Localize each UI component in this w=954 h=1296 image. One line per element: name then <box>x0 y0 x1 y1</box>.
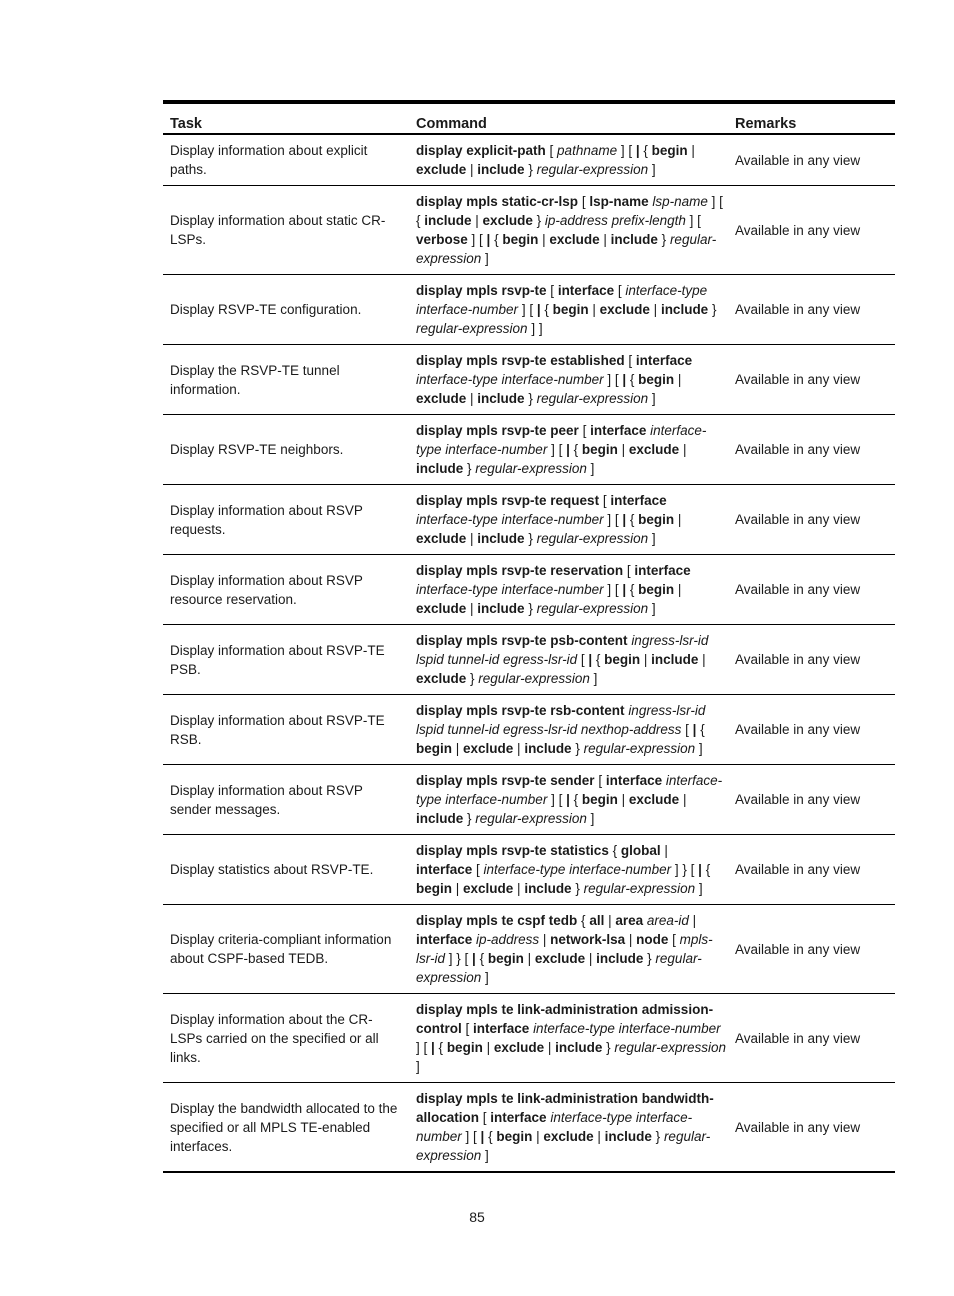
command-keyword: begin <box>604 652 641 667</box>
command-keyword: include <box>416 461 464 476</box>
command-keyword: network-lsa <box>550 932 626 947</box>
remarks-cell: Available in any view <box>735 512 861 527</box>
command-keyword: display mpls rsvp-te sender <box>416 773 595 788</box>
command-syntax: } <box>643 951 656 966</box>
command-syntax: } <box>651 1129 664 1144</box>
command-syntax: [ <box>578 423 591 438</box>
command-keyword: display explicit-path <box>416 143 546 158</box>
command-keyword: node <box>636 932 669 947</box>
command-cell <box>409 134 728 186</box>
command-keyword: display mpls te cspf tedb <box>416 913 578 928</box>
command-syntax: ] [ <box>603 372 623 387</box>
command-argument: regular-expression <box>416 1129 711 1163</box>
command-syntax: | <box>679 442 687 457</box>
task-cell: Display information about explicit paths. <box>170 143 368 177</box>
command-keyword: begin <box>496 1129 533 1144</box>
command-argument: lsp-name <box>652 194 708 209</box>
task-cell: Display statistics about RSVP-TE. <box>170 862 374 877</box>
command-keyword: exclude <box>549 232 600 247</box>
command-syntax: { <box>639 143 652 158</box>
command-keyword: exclude <box>493 1040 545 1055</box>
command-argument: regular-expression <box>416 321 528 336</box>
command-keyword: begin <box>416 881 452 896</box>
remarks-cell: Available in any view <box>735 862 861 877</box>
task-cell: Display the RSVP-TE tunnel information. <box>170 362 340 397</box>
command-syntax: { <box>484 1129 497 1144</box>
command-syntax: | <box>538 232 550 247</box>
command-keyword: | <box>486 232 491 247</box>
command-syntax: | <box>625 932 637 947</box>
command-keyword: display mpls static-cr-lsp <box>416 194 579 209</box>
command-syntax: [ <box>623 563 635 578</box>
table-row <box>163 275 895 345</box>
command-syntax: } <box>657 232 670 247</box>
remarks-cell: Available in any view <box>735 941 861 957</box>
command-syntax: | <box>466 601 478 616</box>
command-syntax: } <box>602 1040 615 1055</box>
table-row <box>163 345 895 415</box>
command-argument: interface-type interface-number <box>483 862 672 877</box>
command-keyword: display mpls rsvp-te peer <box>416 423 579 438</box>
command-syntax: } <box>524 391 537 406</box>
command-syntax: | <box>466 391 478 406</box>
command-keyword: interface <box>610 493 667 508</box>
remarks-cell: Available in any view <box>735 442 861 457</box>
command-keyword: exclude <box>463 741 514 756</box>
command-argument: mpls-lsr-id <box>416 932 713 966</box>
command-syntax: ] [ <box>461 1129 481 1144</box>
command-cell <box>409 1083 728 1173</box>
command-syntax: | <box>466 162 478 177</box>
command-keyword: include <box>610 232 658 247</box>
command-argument: pathname <box>557 143 618 158</box>
command-syntax: | <box>588 302 600 317</box>
command-cell <box>409 905 728 994</box>
command-keyword: interface <box>473 1021 530 1036</box>
header-command: Command <box>416 116 487 132</box>
command-keyword: exclude <box>599 302 650 317</box>
command-syntax: | <box>482 1040 494 1055</box>
command-argument: regular-expression <box>583 741 696 756</box>
command-keyword: begin <box>552 302 589 317</box>
command-argument: regular-expression <box>475 461 587 476</box>
command-keyword: | <box>480 1129 485 1144</box>
command-keyword: display mpls rsvp-te request <box>416 493 600 508</box>
command-keyword: include <box>651 652 699 667</box>
command-keyword: | <box>588 652 593 667</box>
command-syntax: [ <box>578 194 590 209</box>
command-keyword: global <box>620 843 661 858</box>
command-keyword: verbose <box>416 232 468 247</box>
command-table <box>163 100 895 1173</box>
task-cell: Display the bandwidth allocated to the specified or all MPLS TE-enabled interfaces. <box>170 1100 398 1154</box>
command-syntax: ] [ { <box>416 194 723 228</box>
command-syntax: { <box>701 862 711 877</box>
command-keyword: display mpls rsvp-te established <box>416 353 625 368</box>
command-syntax: { <box>434 1040 447 1055</box>
command-keyword: include <box>424 213 472 228</box>
command-keyword: begin <box>446 1040 483 1055</box>
command-argument: ingress-lsr-id lspid tunnel-id egress-lsr-id nexthop-address <box>416 703 706 737</box>
command-syntax: | <box>674 512 682 527</box>
command-syntax: ] [ <box>547 792 567 807</box>
command-syntax: { <box>540 302 553 317</box>
command-keyword: interface <box>490 1110 547 1125</box>
command-keyword: interface <box>416 932 473 947</box>
table-row <box>163 415 895 485</box>
task-cell: Display RSVP-TE neighbors. <box>170 442 344 457</box>
command-cell <box>409 275 728 345</box>
command-syntax: | <box>466 531 478 546</box>
command-keyword: | <box>635 143 640 158</box>
table-header-row <box>163 102 895 134</box>
command-syntax: { <box>569 792 582 807</box>
command-syntax: { <box>569 442 582 457</box>
command-syntax: [ <box>472 862 484 877</box>
task-cell: Display information about RSVP-TE PSB. <box>170 642 385 677</box>
command-syntax: ] <box>648 531 656 546</box>
command-keyword: | <box>622 372 627 387</box>
table-row <box>163 186 895 275</box>
table-row <box>163 905 895 994</box>
header-task: Task <box>170 116 202 132</box>
table-row <box>163 695 895 765</box>
command-syntax: [ <box>545 143 558 158</box>
command-keyword: exclude <box>482 213 533 228</box>
task-cell: Display criteria-compliant information about CSPF-based TEDB. <box>170 932 392 966</box>
remarks-cell: Available in any view <box>735 792 861 807</box>
command-keyword: begin <box>638 582 675 597</box>
command-cell <box>409 555 728 625</box>
command-cell <box>409 485 728 555</box>
command-syntax: ] } [ <box>445 951 473 966</box>
command-argument: regular-expression <box>475 811 587 826</box>
command-syntax: { <box>475 951 488 966</box>
command-syntax: } <box>466 671 479 686</box>
command-syntax: | <box>452 881 464 896</box>
command-syntax: ] <box>481 970 489 985</box>
command-syntax: | <box>532 1129 544 1144</box>
command-keyword: interface <box>557 283 615 298</box>
command-syntax: ] [ <box>603 582 623 597</box>
header-remarks: Remarks <box>735 116 797 132</box>
table-row <box>163 555 895 625</box>
command-keyword: | <box>566 792 570 807</box>
command-syntax: ] ] <box>527 321 543 336</box>
command-argument: interface-type interface-number <box>416 512 604 527</box>
command-syntax: | <box>513 741 525 756</box>
command-argument: interface-type interface-number <box>416 372 604 387</box>
task-cell: Display information about static CR-LSPs. <box>170 213 386 247</box>
command-keyword: include <box>596 951 644 966</box>
command-keyword: interface <box>634 563 691 578</box>
remarks-cell: Available in any view <box>735 152 861 168</box>
task-cell: Display information about RSVP requests. <box>170 502 363 537</box>
command-keyword: display mpls rsvp-te reservation <box>416 563 624 578</box>
command-cell <box>409 345 728 415</box>
command-syntax: [ <box>577 652 589 667</box>
command-syntax: ] <box>481 251 489 266</box>
command-keyword: include <box>477 162 525 177</box>
command-keyword: | <box>536 302 541 317</box>
table-row <box>163 765 895 835</box>
command-keyword: include <box>604 1129 652 1144</box>
command-syntax: { <box>577 913 590 928</box>
command-syntax: | <box>617 792 629 807</box>
command-syntax: { <box>626 372 639 387</box>
command-keyword: exclude <box>416 531 467 546</box>
command-syntax: [ <box>461 1021 474 1036</box>
command-syntax: [ <box>599 493 611 508</box>
command-syntax: ] <box>648 601 656 616</box>
command-argument: regular-expression <box>536 601 649 616</box>
command-syntax: ] } [ <box>671 862 699 877</box>
command-syntax: [ <box>681 722 693 737</box>
command-syntax: { <box>696 722 705 737</box>
command-keyword: interface <box>635 353 693 368</box>
remarks-cell: Available in any view <box>735 652 861 667</box>
command-syntax: | <box>617 442 629 457</box>
command-syntax: ] <box>481 1148 489 1163</box>
command-keyword: include <box>524 881 572 896</box>
command-syntax: ] <box>648 162 656 177</box>
remarks-cell: Available in any view <box>735 222 861 238</box>
command-syntax: | <box>698 652 706 667</box>
command-syntax: { <box>626 512 639 527</box>
command-syntax: { <box>592 652 605 667</box>
command-cell <box>409 625 728 695</box>
command-keyword: include <box>416 811 464 826</box>
command-keyword: display mpls te link-administration bandwidth-allocation <box>416 1091 714 1125</box>
command-syntax: [ <box>614 283 626 298</box>
command-cell <box>409 415 728 485</box>
command-syntax: ] [ <box>603 512 623 527</box>
command-keyword: display mpls rsvp-te <box>416 283 547 298</box>
command-argument: interface-type interface-number <box>416 1110 693 1144</box>
command-syntax: ] <box>648 391 656 406</box>
command-syntax: } <box>463 811 476 826</box>
command-keyword: | <box>566 442 570 457</box>
command-syntax: | <box>471 213 483 228</box>
command-syntax: | <box>599 232 611 247</box>
command-syntax: } <box>571 741 584 756</box>
remarks-cell: Available in any view <box>735 302 861 317</box>
remarks-cell: Available in any view <box>735 582 861 597</box>
command-argument: regular-expression <box>614 1040 726 1055</box>
remarks-cell: Available in any view <box>735 1030 861 1046</box>
task-cell: Display information about RSVP sender messages. <box>170 782 363 817</box>
command-keyword: interface <box>605 773 663 788</box>
command-syntax: } <box>524 601 537 616</box>
command-keyword: exclude <box>463 881 514 896</box>
command-argument: regular-expression <box>416 951 702 985</box>
command-syntax: { <box>490 232 503 247</box>
command-keyword: include <box>477 601 525 616</box>
command-syntax: | <box>674 582 682 597</box>
table-row <box>163 994 895 1083</box>
command-syntax: | <box>523 951 535 966</box>
command-syntax: ] [ <box>467 232 487 247</box>
task-cell: Display information about RSVP resource reservation. <box>170 572 363 607</box>
command-keyword: | <box>698 862 702 877</box>
command-argument: area-id <box>646 913 689 928</box>
command-keyword: begin <box>487 951 524 966</box>
command-syntax: } <box>532 213 545 228</box>
command-keyword: include <box>477 391 525 406</box>
command-argument: ip-address prefix-length <box>544 213 686 228</box>
command-argument: ip-address <box>476 932 540 947</box>
command-keyword: exclude <box>416 601 467 616</box>
command-syntax: ] [ <box>518 302 537 317</box>
command-syntax: | <box>688 913 697 928</box>
command-argument: regular-expression <box>583 881 696 896</box>
command-argument: interface-type interface-number <box>416 773 723 807</box>
command-syntax: ] [ <box>547 442 567 457</box>
command-syntax: | <box>452 741 464 756</box>
command-cell <box>409 186 728 275</box>
command-syntax: ] <box>586 811 595 826</box>
table-row <box>163 1083 895 1173</box>
command-syntax: | <box>539 932 551 947</box>
command-syntax: ] <box>586 461 595 476</box>
command-keyword: | <box>431 1040 435 1055</box>
command-keyword: begin <box>638 372 675 387</box>
task-cell: Display information about RSVP-TE RSB. <box>170 712 385 747</box>
command-keyword: display mpls rsvp-te psb-content <box>416 633 628 648</box>
command-keyword: begin <box>416 741 452 756</box>
command-syntax: } <box>524 531 537 546</box>
command-syntax: | <box>679 792 687 807</box>
command-keyword: interface <box>590 423 647 438</box>
command-keyword: begin <box>502 232 539 247</box>
command-keyword: exclude <box>534 951 586 966</box>
command-argument: interface-type interface-number <box>416 582 604 597</box>
command-argument: regular-expression <box>536 391 649 406</box>
command-syntax: | <box>593 1129 605 1144</box>
remarks-cell: Available in any view <box>735 722 861 737</box>
command-keyword: all <box>589 913 605 928</box>
command-argument: interface-type interface-number <box>416 283 708 317</box>
task-cell: Display RSVP-TE configuration. <box>170 302 362 317</box>
command-argument: regular-expression <box>536 162 649 177</box>
command-syntax: ] <box>695 741 703 756</box>
command-syntax: ] <box>695 881 703 896</box>
command-syntax: ] [ <box>617 143 636 158</box>
command-syntax: } <box>571 881 584 896</box>
command-keyword: exclude <box>628 442 680 457</box>
command-keyword: interface <box>416 862 473 877</box>
command-syntax: | <box>604 913 616 928</box>
command-keyword: exclude <box>416 162 467 177</box>
command-syntax: } <box>708 302 717 317</box>
command-syntax: | <box>660 843 668 858</box>
command-argument: regular-expression <box>478 671 590 686</box>
command-keyword: begin <box>581 442 618 457</box>
command-syntax: | <box>649 302 661 317</box>
command-syntax: } <box>463 461 476 476</box>
command-keyword: exclude <box>416 391 467 406</box>
command-cell <box>409 695 728 765</box>
command-keyword: include <box>524 741 572 756</box>
command-syntax: [ <box>479 1110 491 1125</box>
command-keyword: display mpls rsvp-te statistics <box>416 843 609 858</box>
command-syntax: [ <box>594 773 606 788</box>
command-syntax: { <box>626 582 639 597</box>
command-keyword: include <box>477 531 525 546</box>
command-syntax: ] [ <box>416 1040 432 1055</box>
command-syntax: [ <box>668 932 680 947</box>
command-syntax: | <box>640 652 652 667</box>
command-argument: ingress-lsr-id lspid tunnel-id egress-lsr-id <box>416 633 709 667</box>
command-keyword: lsp-name <box>589 194 649 209</box>
command-syntax: ] <box>589 671 598 686</box>
command-keyword: include <box>660 302 709 317</box>
command-keyword: begin <box>581 792 618 807</box>
table-row <box>163 835 895 905</box>
command-keyword: | <box>692 722 697 737</box>
remarks-cell: Available in any view <box>735 1119 861 1135</box>
command-syntax: | <box>513 881 525 896</box>
command-argument: interface-type interface-number <box>533 1021 721 1036</box>
command-syntax: [ <box>546 283 558 298</box>
command-keyword: begin <box>638 512 675 527</box>
command-syntax: | <box>544 1040 556 1055</box>
command-cell <box>409 994 728 1083</box>
command-argument: interface-type interface-number <box>416 423 707 457</box>
command-keyword: exclude <box>416 671 467 686</box>
command-syntax: ] <box>416 1059 420 1074</box>
command-argument: regular-expression <box>536 531 649 546</box>
command-syntax: ] [ <box>685 213 701 228</box>
command-keyword: begin <box>651 143 688 158</box>
table-row <box>163 485 895 555</box>
command-keyword: exclude <box>543 1129 594 1144</box>
command-syntax: | <box>674 372 682 387</box>
command-syntax: } <box>524 162 537 177</box>
command-cell <box>409 765 728 835</box>
command-keyword: | <box>622 582 627 597</box>
page-number: 85 <box>469 1209 485 1225</box>
command-syntax: | <box>585 951 597 966</box>
command-keyword: display mpls rsvp-te rsb-content <box>416 703 625 718</box>
table-body <box>163 134 895 1172</box>
command-keyword: area <box>615 913 644 928</box>
table-row <box>163 625 895 695</box>
command-syntax: [ <box>624 353 636 368</box>
command-keyword: | <box>622 512 627 527</box>
command-keyword: include <box>555 1040 603 1055</box>
command-keyword: display mpls te link-administration admission-control <box>416 1002 714 1036</box>
command-syntax: | <box>687 143 695 158</box>
remarks-cell: Available in any view <box>735 372 861 387</box>
command-cell <box>409 835 728 905</box>
task-cell: Display information about the CR-LSPs carried on the specified or all links. <box>170 1011 379 1065</box>
command-syntax: { <box>608 843 621 858</box>
command-keyword: | <box>472 951 476 966</box>
table-row <box>163 134 895 186</box>
command-argument: regular-expression <box>416 232 717 266</box>
command-keyword: exclude <box>628 792 680 807</box>
